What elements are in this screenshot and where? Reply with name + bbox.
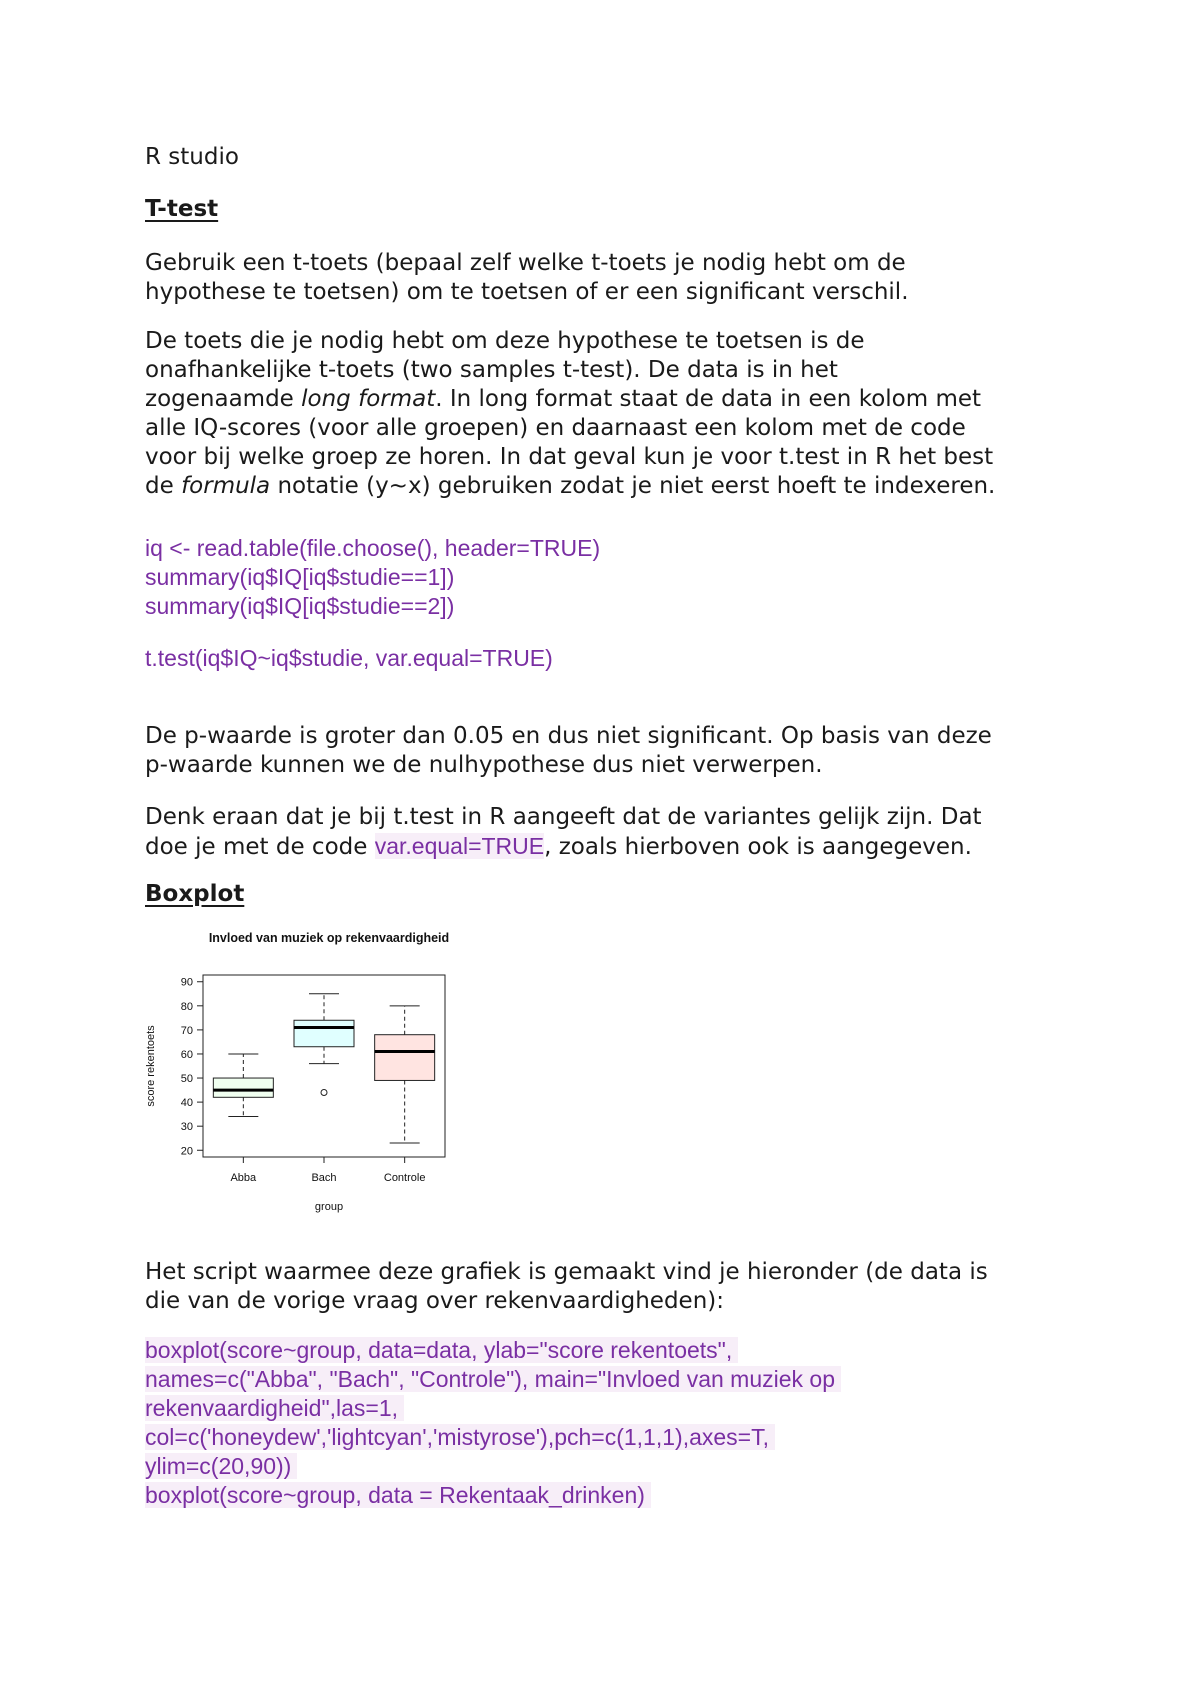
code-line: summary(iq$IQ[iq$studie==1]) — [145, 564, 455, 590]
y-tick-label: 40 — [180, 1097, 193, 1110]
code-text: ylim=c(20,90)) — [145, 1453, 297, 1479]
x-axis-label: group — [314, 1201, 344, 1213]
code-line: summary(iq$IQ[iq$studie==2]) — [145, 593, 455, 619]
text-line: hypothese te toetsen) om te toetsen of er een significant verschil. — [145, 279, 909, 305]
inline-code-var-equal: var.equal=TRUE — [374, 833, 545, 859]
box-controle — [375, 1035, 435, 1081]
chart-title: Invloed van muziek op rekenvaardigheid — [208, 931, 450, 945]
y-tick-label: 20 — [180, 1145, 193, 1158]
text-span: doe je met de code — [145, 834, 375, 860]
ttest-intro-paragraph — [145, 249, 909, 307]
ttest-code-block-read — [145, 534, 600, 621]
text-line: Het script waarmee deze grafiek is gemaakt vind je hieronder (de data is — [145, 1259, 988, 1285]
y-tick-label: 60 — [180, 1048, 193, 1061]
text-line: voor bij welke groep ze horen. In dat geval kun je voor t.test in R het best — [145, 444, 994, 470]
text-line: alle IQ-scores (voor alle groepen) en daarnaast een kolom met de code — [145, 415, 966, 441]
boxplot-chart — [140, 925, 480, 1215]
text-line: p-waarde kunnen we de nulhypothese dus niet verwerpen. — [145, 752, 823, 778]
text-line — [145, 385, 995, 414]
code-line — [145, 1336, 841, 1365]
text-line — [145, 832, 982, 862]
ttest-result-paragraph — [145, 722, 992, 780]
text-line: onafhankelijke t-toets (two samples t-test). De data is in het — [145, 357, 838, 383]
text-line: De toets die je nodig hebt om deze hypothese te toetsen is de — [145, 328, 865, 354]
box-bach — [294, 1020, 354, 1046]
ttest-explanation-paragraph — [145, 327, 995, 501]
emphasis-long-format: long format — [301, 386, 436, 412]
code-text: boxplot(score~group, data=data, ylab="score rekentoets", — [145, 1337, 738, 1363]
x-tick-label: Bach — [311, 1172, 337, 1184]
text-span: notatie (y~x) gebruiken zodat je niet eerst hoeft te indexeren. — [270, 473, 996, 499]
code-line: t.test(iq$IQ~iq$studie, var.equal=TRUE) — [145, 645, 553, 671]
code-text: names=c("Abba", "Bach", "Controle"), main="Invloed van muziek op — [145, 1366, 841, 1392]
text-line: De p-waarde is groter dan 0.05 en dus niet significant. Op basis van deze — [145, 723, 992, 749]
text-span: . In long format staat de data in een kolom met — [435, 386, 982, 412]
text-span: , zoals hierboven ook is aangegeven. — [544, 834, 972, 860]
text-span: de — [145, 473, 182, 499]
box-abba — [213, 1078, 273, 1097]
y-tick-label: 30 — [180, 1121, 193, 1134]
code-line — [145, 1423, 841, 1452]
text-line: die van de vorige vraag over rekenvaardigheden): — [145, 1288, 725, 1314]
boxplot-intro-paragraph — [145, 1258, 988, 1316]
y-tick-label: 80 — [180, 1000, 193, 1013]
document-title: R studio — [145, 144, 239, 170]
y-tick-label: 70 — [180, 1024, 193, 1037]
ttest-heading: T-test — [145, 196, 219, 222]
code-line — [145, 1365, 841, 1394]
boxplot-heading: Boxplot — [145, 881, 245, 907]
x-tick-label: Abba — [230, 1172, 257, 1184]
text-span: zogenaamde — [145, 386, 302, 412]
code-line — [145, 1481, 841, 1510]
ttest-code-block-test — [145, 644, 553, 673]
text-line — [145, 472, 995, 501]
y-tick-label: 90 — [180, 976, 193, 989]
text-line: Gebruik een t-toets (bepaal zelf welke t-toets je nodig hebt om de — [145, 250, 906, 276]
emphasis-formula: formula — [181, 473, 271, 499]
code-line — [145, 1452, 841, 1481]
x-tick-label: Controle — [383, 1172, 426, 1184]
code-line — [145, 1394, 841, 1423]
y-axis-label: score rekentoets — [145, 1025, 157, 1107]
outlier-point — [321, 1089, 327, 1095]
code-line: iq <- read.table(file.choose(), header=TRUE) — [145, 535, 601, 561]
boxplot-code-block — [145, 1336, 841, 1510]
y-tick-label: 50 — [180, 1073, 193, 1086]
code-text: rekenvaardigheid",las=1, — [145, 1395, 404, 1421]
code-text: boxplot(score~group, data = Rekentaak_drinken) — [145, 1482, 651, 1508]
boxplot-svg — [140, 925, 480, 1215]
ttest-note-paragraph — [145, 803, 982, 862]
text-line: Denk eraan dat je bij t.test in R aangeeft dat de variantes gelijk zijn. Dat — [145, 804, 982, 830]
code-text: col=c('honeydew','lightcyan','mistyrose'),pch=c(1,1,1),axes=T, — [145, 1424, 775, 1450]
